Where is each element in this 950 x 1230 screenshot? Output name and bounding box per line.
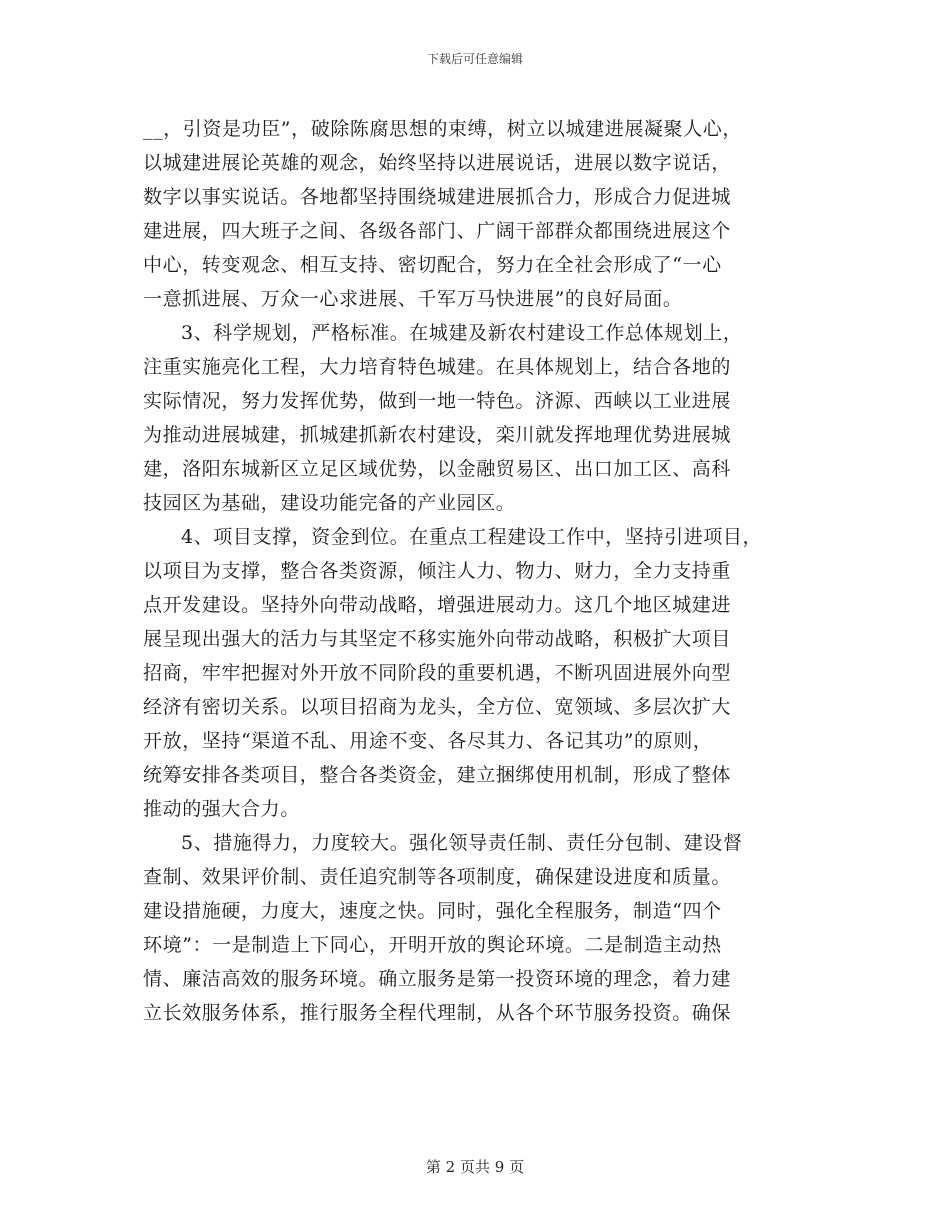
text-line: 经济有密切关系。以项目招商为龙头，全方位、宽领域、多层次扩大	[143, 696, 732, 718]
text-line: 以城建进展论英雄的观念，始终坚持以进展说话，进展以数字说话，	[143, 152, 732, 174]
paragraph-2	[143, 316, 813, 520]
text-line: 技园区为基础，建设功能完备的产业园区。	[143, 492, 516, 514]
text-line: 建设措施硬，力度大，速度之快。同时，强化全程服务，制造“四个	[143, 900, 722, 922]
document-body	[143, 112, 813, 1030]
text-line: 招商，牢牢把握对外开放不同阶段的重要机遇，不断巩固进展外向型	[143, 662, 732, 684]
text-line: 4、项目支撑，资金到位。在重点工程建设工作中，坚持引进项目，	[181, 526, 763, 548]
text-line: 建，洛阳东城新区立足区域优势，以金融贸易区、出口加工区、高科	[143, 458, 732, 480]
text-line: 立长效服务体系，推行服务全程代理制，从各个环节服务投资。确保	[143, 1002, 732, 1024]
text-line: 数字以事实说话。各地都坚持围绕城建进展抓合力，形成合力促进城	[143, 186, 732, 208]
text-line: 以项目为支撑，整合各类资源，倾注人力、物力、财力，全力支持重	[143, 560, 732, 582]
text-line: 建进展，四大班子之间、各级各部门、广阔干部群众都围绕进展这个	[143, 220, 732, 242]
text-line: 展呈现出强大的活力与其坚定不移实施外向带动战略，积极扩大项目	[143, 628, 732, 650]
paragraph-3	[143, 520, 813, 826]
text-line: 点开发建设。坚持外向带动战略，增强进展动力。这几个地区城建进	[143, 594, 732, 616]
text-line: __，引资是功臣”，破除陈腐思想的束缚，树立以城建进展凝聚人心，	[143, 118, 742, 140]
text-line: 5、措施得力，力度较大。强化领导责任制、责任分包制、建设督	[181, 832, 743, 854]
text-line: 为推动进展城建，抓城建抓新农村建设，栾川就发挥地理优势进展城	[143, 424, 732, 446]
paragraph-4	[143, 826, 813, 1030]
text-line: 一意抓进展、万众一心求进展、千军万马快进展”的良好局面。	[143, 288, 683, 310]
text-line: 查制、效果评价制、责任追究制等各项制度，确保建设进度和质量。	[143, 866, 732, 888]
text-line: 中心，转变观念、相互支持、密切配合，努力在全社会形成了“一心	[143, 254, 722, 276]
text-line: 统筹安排各类项目，整合各类资金，建立捆绑使用机制，形成了整体	[143, 764, 732, 786]
paragraph-1	[143, 112, 813, 316]
text-line: 推动的强大合力。	[143, 798, 300, 820]
page-header: 下载后可任意编辑	[426, 52, 523, 66]
page-footer: 第 2 页共 9 页	[425, 1158, 525, 1176]
text-line: 3、科学规划，严格标准。在城建及新农村建设工作总体规划上，	[181, 322, 743, 344]
text-line: 开放，坚持“渠道不乱、用途不变、各尽其力、各记其功”的原则，	[143, 730, 713, 752]
text-line: 注重实施亮化工程，大力培育特色城建。在具体规划上，结合各地的	[143, 356, 732, 378]
text-line: 实际情况，努力发挥优势，做到一地一特色。济源、西峡以工业进展	[143, 390, 732, 412]
text-line: 环境”：一是制造上下同心，开明开放的舆论环境。二是制造主动热	[143, 934, 722, 956]
text-line: 情、廉洁高效的服务环境。确立服务是第一投资环境的理念，着力建	[143, 968, 732, 990]
